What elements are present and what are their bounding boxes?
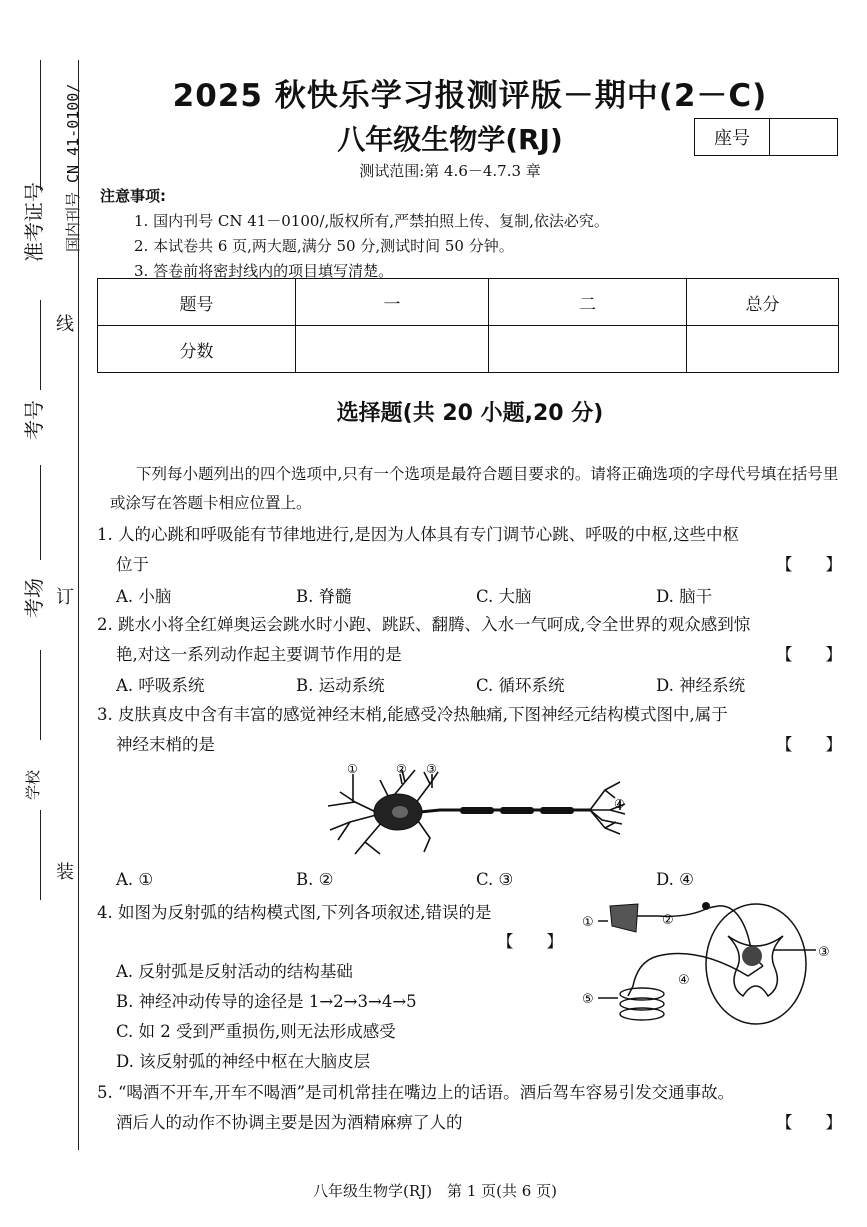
answer-bracket[interactable]: 【 】 [776,735,842,754]
notice-block [100,184,609,284]
line-mark: 线 [56,314,74,335]
figure-label-5: ⑤ [582,992,594,1007]
figure-label-3: ③ [818,945,830,960]
question-text: 神经末梢的是 [116,735,215,754]
journal-number-vertical: 国内刊号 CN 41-0100/ [64,83,82,252]
option-d[interactable]: D. ④ [656,870,694,889]
option-a[interactable]: A. 反射弧是反射活动的结构基础 [116,962,353,981]
question-1 [97,520,842,580]
notice-item: 2. 本试卷共 6 页,两大题,满分 50 分,测试时间 50 分钟。 [134,237,514,255]
question-3 [97,700,842,760]
answer-bracket[interactable]: 【 】 [776,645,842,664]
option-b[interactable]: B. ② [296,870,334,889]
option-c[interactable]: C. 大脑 [476,587,532,606]
seat-number-label-box: 座号 [695,119,770,155]
figure-label-4: ④ [678,973,690,988]
answer-bracket[interactable]: 【 】 [776,1113,842,1132]
question-text-cont [97,730,842,760]
option-d[interactable]: D. 脑干 [656,587,713,606]
question-4 [97,898,577,928]
bind-mark: 装 [56,862,74,883]
question-text: 3. 皮肤真皮中含有丰富的感觉神经末梢,能感受冷热触痛,下图神经元结构模式图中,属于 [97,705,728,724]
table-cell: 总分 [687,279,839,326]
score-table [97,278,839,373]
section-intro: 下列每小题列出的四个选项中,只有一个选项是最符合题目要求的。请将正确选项的字母代号填在括号里或涂写在答题卡相应位置上。 [110,465,839,512]
seat-number-box[interactable] [694,118,838,156]
table-cell: 一 [296,279,489,326]
paper-title: 2025 秋快乐学习报测评版－期中(2－C) [172,78,768,114]
option-c[interactable]: C. ③ [476,870,514,889]
exam-number-label: 准考证号 [22,182,46,262]
table-row [98,279,839,326]
question-text: 1. 人的心跳和呼吸能有节律地进行,是因为人体具有专门调节心跳、呼吸的中枢,这些中枢 [97,525,739,544]
question-text: 艳,对这一系列动作起主要调节作用的是 [116,645,402,664]
figure-label-3: ③ [426,762,437,776]
answer-bracket[interactable]: 【 】 [776,555,842,574]
table-cell: 分数 [98,326,296,373]
question-text-cont [97,1108,842,1138]
page-footer: 八年级生物学(RJ) 第 1 页(共 6 页) [313,1182,557,1200]
figure-label-1: ① [582,915,594,930]
figure-label-4: ④ [614,797,625,811]
question-text: 酒后人的动作不协调主要是因为酒精麻痹了人的 [116,1113,463,1132]
notice-heading: 注意事项: [100,187,166,205]
exam-room-label: 考场 [22,578,46,618]
figure-label-2: ② [396,762,407,776]
order-mark: 订 [56,587,74,608]
question-text-cont [97,640,842,670]
options-row [116,870,836,889]
option-a[interactable]: A. 小脑 [116,587,172,606]
table-cell: 二 [489,279,687,326]
seat-number-blank [40,300,41,390]
option-b[interactable]: B. 脊髓 [296,587,352,606]
score-input-cell[interactable] [687,326,839,373]
question-text: 位于 [116,555,149,574]
option-d[interactable]: D. 神经系统 [656,676,746,695]
test-range: 测试范围:第 4.6－4.7.3 章 [359,162,541,180]
options-row [116,583,836,607]
binding-line-right [78,60,79,1150]
option-b[interactable]: B. 运动系统 [296,676,385,695]
school-blank [40,650,41,740]
neuron-diagram [320,762,640,862]
figure-label-2: ② [662,913,674,928]
option-c[interactable]: C. 如 2 受到严重损伤,则无法形成感受 [116,1022,396,1041]
option-a[interactable]: A. ① [116,870,154,889]
option-c[interactable]: C. 循环系统 [476,676,565,695]
figure-label-1: ① [347,762,358,776]
seat-number-input-cell[interactable] [770,119,837,155]
question-2 [97,610,842,670]
question-text: 4. 如图为反射弧的结构模式图,下列各项叙述,错误的是 [97,903,492,922]
question-text-cont [97,550,842,580]
question-text: 2. 跳水小将全红婵奥运会跳水时小跑、跳跃、翻腾、入水一气呵成,令全世界的观众感到惊 [97,615,751,634]
table-cell: 题号 [98,279,296,326]
question-5 [97,1078,842,1138]
notice-item: 3. 答卷前将密封线内的项目填写清楚。 [134,262,394,280]
score-input-cell[interactable] [296,326,489,373]
options-row [116,672,836,696]
notice-item: 1. 国内刊号 CN 41－0100/,版权所有,严禁拍照上传、复制,依法必究。 [134,212,609,230]
option-d[interactable]: D. 该反射弧的神经中枢在大脑皮层 [116,1052,371,1071]
exam-number-blank [40,60,41,190]
school-blank-lower [40,810,41,900]
seat-number-label: 考号 [22,400,46,440]
table-row [98,326,839,373]
option-b[interactable]: B. 神经冲动传导的途径是 1→2→3→4→5 [116,992,417,1011]
option-a[interactable]: A. 呼吸系统 [116,676,205,695]
answer-bracket[interactable]: 【 】 [497,932,563,951]
paper-subtitle: 八年级生物学(RJ) [337,123,563,156]
exam-room-blank [40,465,41,560]
score-input-cell[interactable] [489,326,687,373]
reflex-arc-diagram [578,896,840,1046]
school-label: 学校 [24,769,42,800]
section-title: 选择题(共 20 小题,20 分) [336,401,604,426]
question-text: 5. “喝酒不开车,开车不喝酒”是司机常挂在嘴边上的话语。酒后驾车容易引发交通事故。 [97,1083,735,1102]
